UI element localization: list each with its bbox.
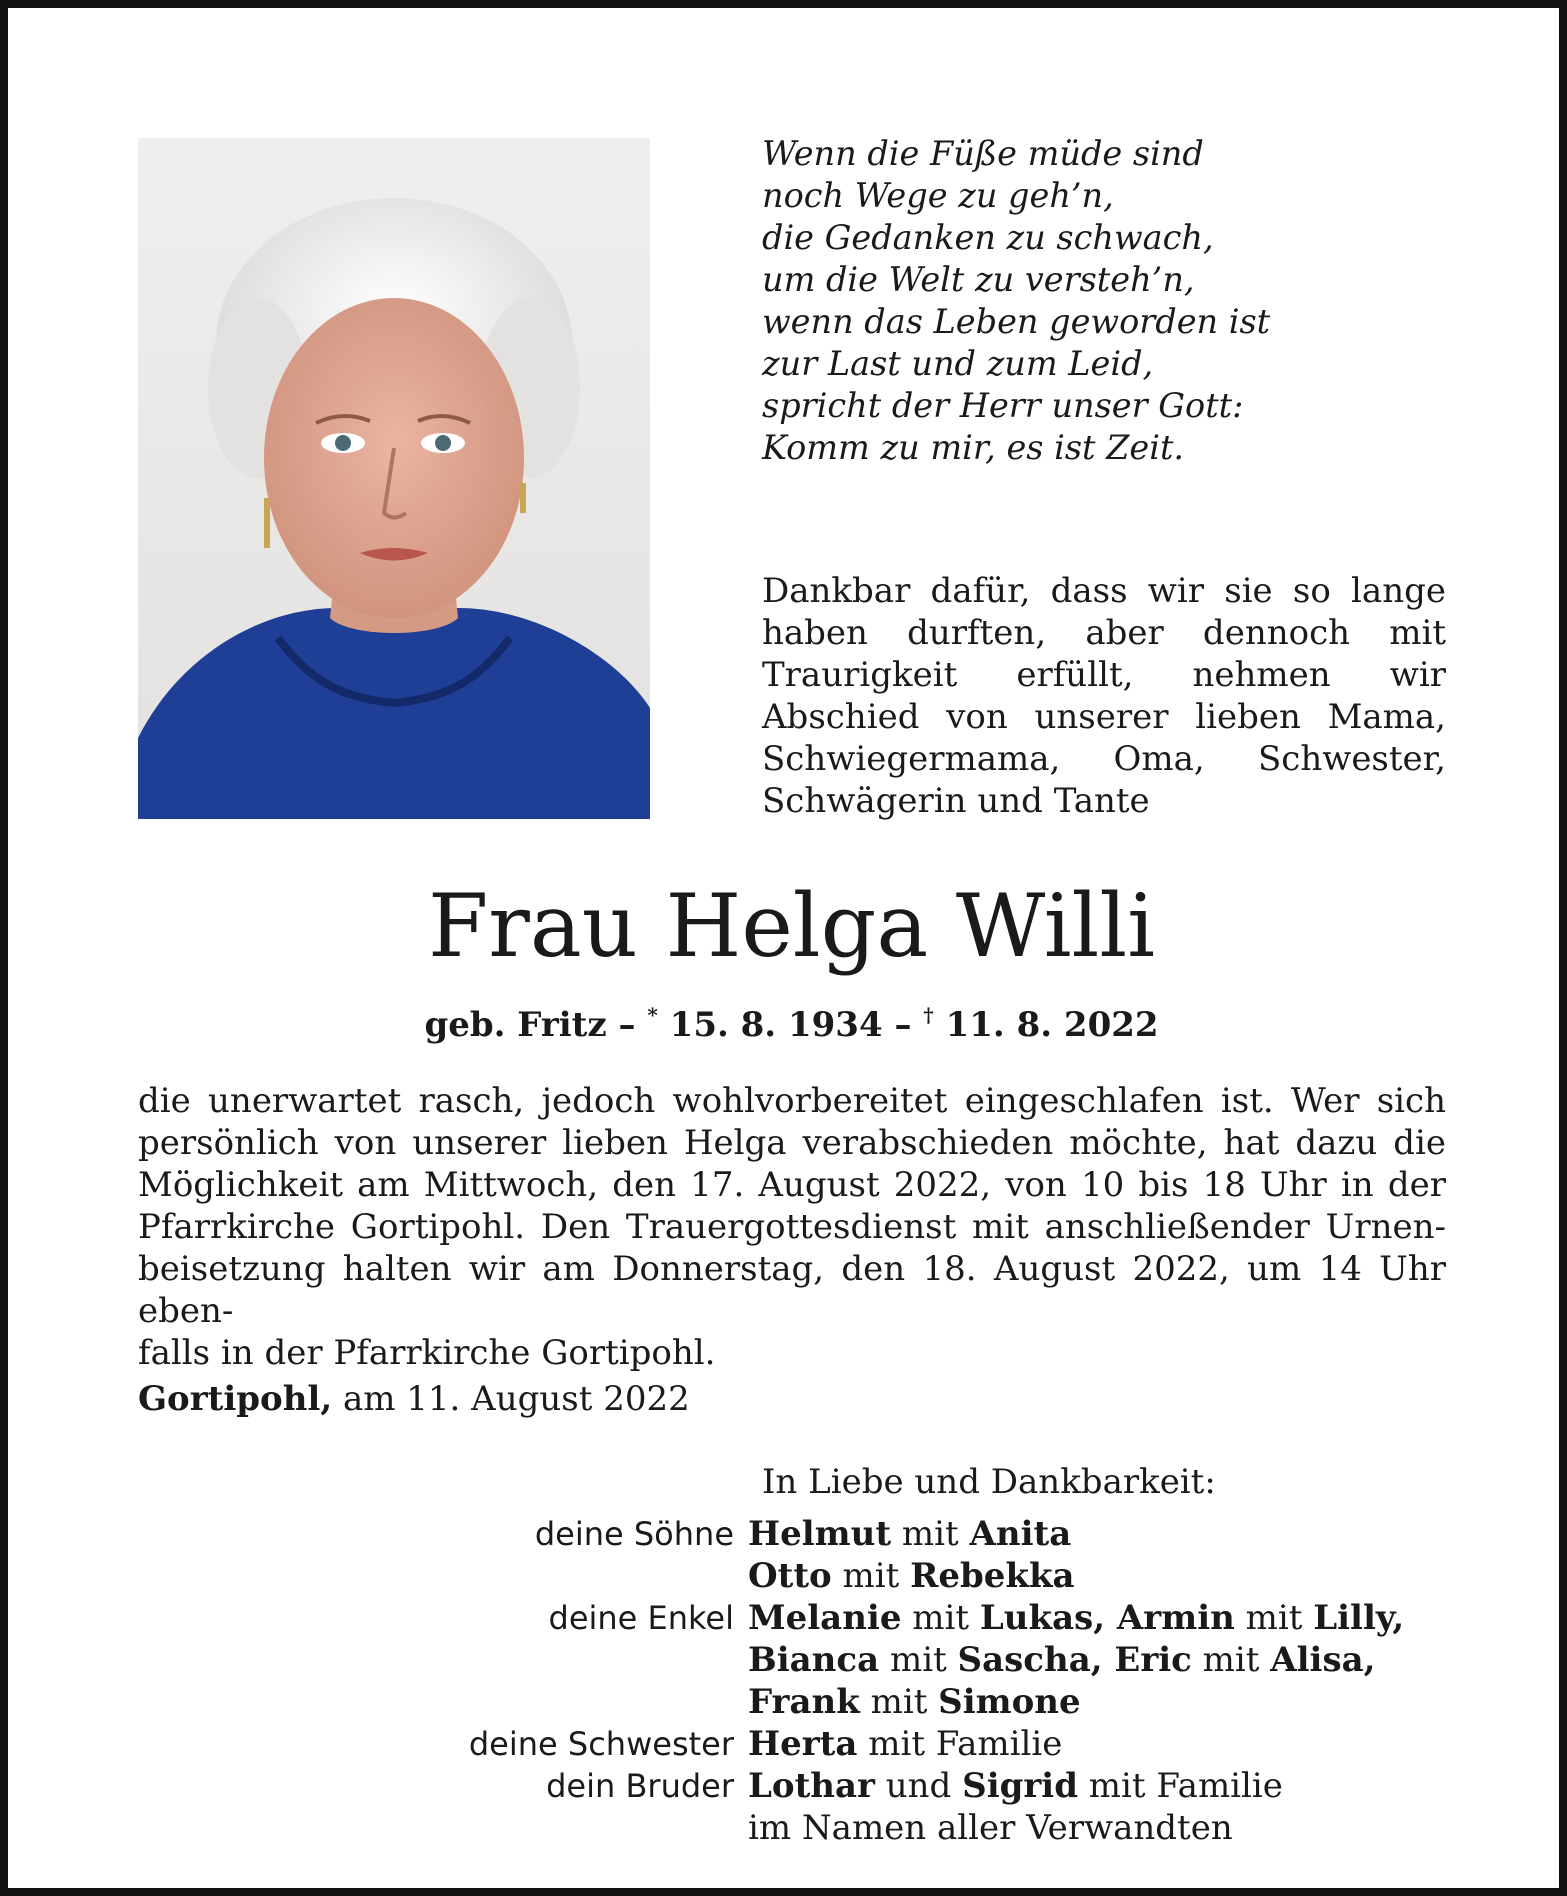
place-and-date — [138, 1378, 690, 1420]
poem-line: spricht der Herr unser Gott: — [762, 386, 1244, 425]
birth-mark: * — [647, 1003, 658, 1027]
mourner-name: Herta — [748, 1724, 858, 1764]
poem-line: wenn das Leben geworden ist — [762, 302, 1271, 341]
mourner-name: Lukas, Armin — [979, 1598, 1235, 1638]
mourner-name: Simone — [938, 1682, 1081, 1722]
connector: mit — [859, 1682, 939, 1722]
connector: mit — [1234, 1598, 1314, 1638]
connector: mit — [1191, 1640, 1271, 1680]
poem-line: Wenn die Füße müde sind — [762, 134, 1204, 173]
portrait-photo — [138, 138, 650, 819]
mourner-name: Helmut — [748, 1514, 892, 1554]
relatives-line: im Namen aller Verwandten — [748, 1808, 1233, 1848]
relation-label — [388, 1807, 748, 1849]
poem-line: Komm zu mir, es ist Zeit. — [762, 428, 1185, 467]
body-line: Pfarrkirche Gortipohl. Den Trauergottesdienst mit anschließender Urnen- — [138, 1207, 1446, 1247]
connector: und — [874, 1766, 963, 1806]
mourner-row — [388, 1639, 1468, 1681]
connector: mit — [879, 1640, 958, 1680]
connector: mit Familie — [1078, 1766, 1283, 1806]
maiden-name: geb. Fritz – — [424, 1005, 648, 1045]
portrait-illustration — [138, 138, 650, 819]
mourner-names — [748, 1513, 1468, 1555]
poem-line: um die Welt zu versteh’n, — [762, 260, 1195, 299]
mourner-row — [388, 1723, 1468, 1765]
mourner-row — [388, 1765, 1468, 1807]
mourner-name: Otto — [748, 1556, 832, 1596]
mourner-name: Sascha, Eric — [957, 1640, 1192, 1680]
mourner-names — [748, 1765, 1468, 1807]
body-line: die unerwartet rasch, jedoch wohlvorbereitet eingeschlafen ist. Wer sich — [138, 1081, 1446, 1121]
mourner-name: Alisa, — [1270, 1640, 1376, 1680]
poem-line: die Gedanken zu schwach, — [762, 218, 1214, 257]
mourner-name: Frank — [748, 1682, 860, 1722]
mourner-name: Lilly, — [1313, 1598, 1405, 1638]
mourner-name: Melanie — [748, 1598, 902, 1638]
relation-label — [388, 1639, 748, 1681]
relation-label — [388, 1555, 748, 1597]
mourner-names — [748, 1597, 1468, 1639]
poem-line: noch Wege zu geh’n, — [762, 176, 1114, 215]
death-mark: † — [923, 1003, 934, 1027]
life-dates — [8, 994, 1567, 1046]
body-line: persönlich von unserer lieben Helga verabschieden möchte, hat dazu die — [138, 1123, 1446, 1163]
body-line: Möglichkeit am Mittwoch, den 17. August 2022, von 10 bis 18 Uhr in der — [138, 1165, 1446, 1205]
poem-line: zur Last und zum Leid, — [762, 344, 1154, 383]
closing-phrase: In Liebe und Dankbarkeit: — [762, 1462, 1216, 1502]
poem — [762, 133, 1462, 469]
mourner-names — [748, 1555, 1468, 1597]
birth-date: 15. 8. 1934 – — [657, 1005, 924, 1045]
body-line: falls in der Pfarrkirche Gortipohl. — [138, 1333, 716, 1373]
body-line: beisetzung halten wir am Donnerstag, den 18. August 2022, um 14 Uhr eben- — [138, 1249, 1446, 1331]
intro-paragraph: Dankbar dafür, dass wir sie so lange haben durften, aber dennoch mit Traurigkeit erfüllt, nehmen wir Abschied von unserer lieben Mama, Schwiegermama, Oma, Schwester, Schwägerin und Tante — [762, 571, 1446, 821]
mourner-row — [388, 1681, 1468, 1723]
relation-label: deine Enkel — [548, 1599, 734, 1637]
mourner-name: Rebekka — [910, 1556, 1075, 1596]
mourner-row — [388, 1807, 1468, 1849]
deceased-name: Frau Helga Willi — [427, 875, 1156, 977]
mourner-names — [748, 1723, 1468, 1765]
relation-label: dein Bruder — [546, 1767, 734, 1805]
mourner-name: Lothar — [748, 1766, 875, 1806]
mourner-names — [748, 1681, 1468, 1723]
mourner-row — [388, 1597, 1468, 1639]
relation-label — [388, 1681, 748, 1723]
connector: mit Familie — [857, 1724, 1063, 1764]
connector: mit — [831, 1556, 911, 1596]
mourner-row — [388, 1555, 1468, 1597]
place-name: Gortipohl, — [138, 1379, 333, 1419]
connector: mit — [891, 1514, 970, 1554]
mourners-list — [388, 1513, 1468, 1849]
mourner-name: Anita — [969, 1514, 1072, 1554]
connector: mit — [901, 1598, 980, 1638]
funeral-details — [138, 1080, 1446, 1374]
relation-label: deine Söhne — [534, 1515, 734, 1553]
notice-date: am 11. August 2022 — [332, 1379, 690, 1419]
mourner-name: Bianca — [748, 1640, 880, 1680]
mourner-names — [748, 1639, 1468, 1681]
relation-label: deine Schwester — [468, 1725, 734, 1763]
death-date: 11. 8. 2022 — [933, 1005, 1159, 1045]
mourner-row — [388, 1513, 1468, 1555]
mourner-name: Sigrid — [962, 1766, 1078, 1806]
